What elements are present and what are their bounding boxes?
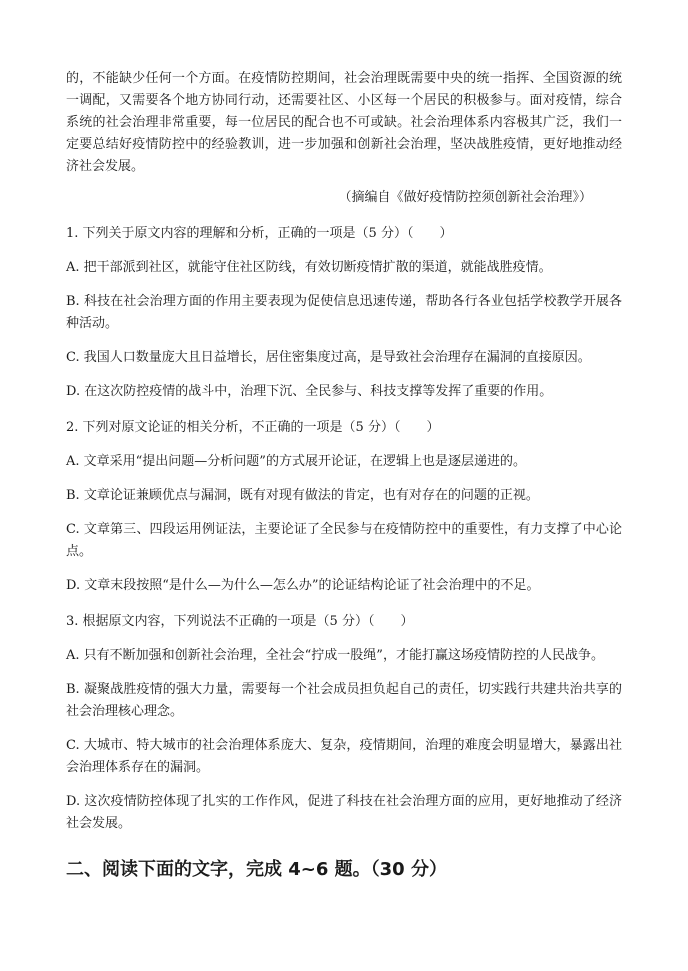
question-2-option-a: A. 文章采用“提出问题—分析问题”的方式展开论证，在逻辑上也是逐层递进的。 <box>66 454 526 469</box>
passage-paragraph: 的，不能缺少任何一个方面。在疫情防控期间，社会治理既需要中央的统一指挥、全国资源的统一调配，又需要各个地方协同行动，还需要社区、小区每一个居民的积极参与。面对疫情，综合系统的社会治理非常重要，每一位居民的配合也不可或缺。社会治理体系内容极其广泛，我们一定要总结好疫情防控中的经验教训，进一步加强和创新社会治理，坚决战胜疫情，更好地推动经济社会发展。 <box>66 71 622 174</box>
question-3-option-b: B. 凝聚战胜疫情的强大力量，需要每一个社会成员担负起自己的责任，切实践行共建共治共享的社会治理核心理念。 <box>66 682 622 719</box>
question-3-option-d: D. 这次疫情防控体现了扎实的工作作风，促进了科技在社会治理方面的应用，更好地推动了经济社会发展。 <box>66 794 622 831</box>
question-2-option-d: D. 文章末段按照“是什么—为什么—怎么办”的论证结构论证了社会治理中的不足。 <box>66 578 540 593</box>
passage-source: （摘编自《做好疫情防控须创新社会治理》） <box>338 190 592 205</box>
question-3-option-c: C. 大城市、特大城市的社会治理体系庞大、复杂，疫情期间，治理的难度会明显增大，暴露出社会治理体系存在的漏洞。 <box>66 738 622 775</box>
question-2-option-b: B. 文章论证兼顾优点与漏洞，既有对现有做法的肯定，也有对存在的问题的正视。 <box>66 488 539 503</box>
question-1-option-d: D. 在这次防控疫情的战斗中，治理下沉、全民参与、科技支撑等发挥了重要的作用。 <box>66 384 553 399</box>
section-2-title: 二、阅读下面的文字，完成 4~6 题。（30 分） <box>66 859 447 880</box>
question-2-option-c: C. 文章第三、四段运用例证法，主要论证了全民参与在疫情防控中的重要性，有力支撑了中心论点。 <box>66 522 622 559</box>
question-2-stem: 2. 下列对原文论证的相关分析，不正确的一项是（5 分）（ ） <box>66 420 440 435</box>
question-3-option-a: A. 只有不断加强和创新社会治理，全社会“拧成一股绳”，才能打赢这场疫情防控的人民战争。 <box>66 648 604 663</box>
question-1-option-b: B. 科技在社会治理方面的作用主要表现为促使信息迅速传递，帮助各行各业包括学校教学开展各种活动。 <box>66 294 622 331</box>
question-1-option-a: A. 把干部派到社区，就能守住社区防线，有效切断疫情扩散的渠道，就能战胜疫情。 <box>66 260 552 275</box>
question-1-option-c: C. 我国人口数量庞大且日益增长，居住密集度过高，是导致社会治理存在漏洞的直接原因。 <box>66 350 591 365</box>
question-3-stem: 3. 根据原文内容，下列说法不正确的一项是（5 分）（ ） <box>66 614 414 629</box>
document-page <box>66 68 622 883</box>
question-1-stem: 1. 下列关于原文内容的理解和分析，正确的一项是（5 分）（ ） <box>66 226 453 241</box>
